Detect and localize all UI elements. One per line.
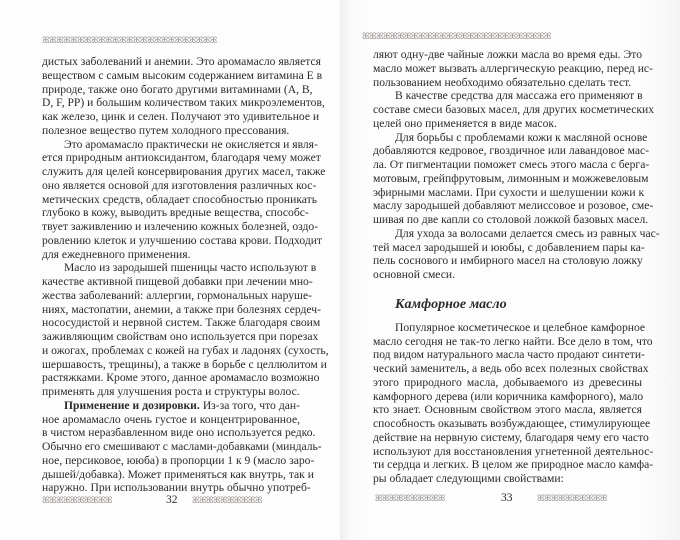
text-line: ровлению клеток и улучшению состава крови. Подходит — [42, 233, 322, 247]
text-line: добавляются кедровое, гвоздичное или лавандовое мас- — [373, 144, 649, 158]
text-line: ется природным антиоксидантом, благодаря чему может — [42, 151, 321, 165]
text-line: способность оказывать возбуждающее, стимулирующее — [373, 417, 651, 430]
right-page — [340, 0, 680, 540]
text-line: масло может вызвать аллергическую реакцию, перед ис- — [373, 61, 653, 75]
text-line: твует заживлению и излечению кожных болезней, оздо- — [42, 220, 319, 233]
text-line: как железо, цинк и селен. Получают это удивительное и — [42, 110, 320, 123]
footer-ornament-right: ꕤꕤꕤꕤꕤꕤꕤꕤꕤꕤ — [537, 494, 607, 504]
text-line-rest: Из-за того, что дан- — [202, 398, 300, 412]
text-line: основной смеси. — [373, 268, 455, 281]
text-line: природе, также оно богато другими витаминами (А, В, — [42, 82, 313, 96]
text-line: ла. От пигментации поможет смесь этого масла с берга- — [373, 158, 650, 171]
text-line: камфорного дерева (или коричника камфорного), мало — [373, 389, 644, 403]
text-line: заживляющим свойствам оно используется при порезах — [42, 330, 319, 343]
bold-lead: Применение и дозировки. — [64, 398, 200, 412]
text-line: нососудистой и нервной систем. Также благодаря своим — [42, 316, 321, 330]
text-line: Обычно его смешивают с маслами-добавками (миндаль- — [42, 440, 322, 453]
text-line: ческий заменитель, а ведь обо всех полезных свойствах — [373, 362, 649, 375]
text-line: глубоко в кожу, выводить вредные вещества, способс- — [42, 206, 309, 220]
text-line: оно является основой для изготовления различных кос- — [42, 178, 317, 192]
footer-ornament-left: ꕤꕤꕤꕤꕤꕤꕤꕤꕤꕤ — [375, 494, 445, 504]
text-line: составе смеси базовых масел, для других косметических — [373, 103, 655, 116]
text-line: пель соснового и имбирного масел на столовую ложку — [373, 254, 643, 268]
text-line: тей масел зародышей и ююбы, с добавлением пары ка- — [373, 240, 645, 254]
text-line: в чистом неразбавленном виде оно используется редко. — [42, 426, 316, 440]
text-line: D, F, PP) и большим количеством таких микроэлементов, — [42, 96, 325, 110]
text-line: метических средств, обладает способностью проникать — [42, 192, 318, 206]
text-line: и ожогах, проблемах с кожей на губах и ладонях (сухость, — [42, 343, 329, 357]
text-line: кто знает. Основным свойством этого масла, является — [373, 403, 642, 417]
text-line: Масло из зародышей пшеницы часто используют в — [64, 261, 317, 275]
text-line: ти сердца и легких. В целом же природное масло камфа- — [373, 458, 654, 472]
text-line: растяжками. Кроме этого, данное аромамасло возможно — [42, 371, 320, 385]
text-line: применять для улучшения роста и структуры волос. — [42, 385, 300, 398]
footer-ornament-left: ꕤꕤꕤꕤꕤꕤꕤꕤꕤꕤ — [42, 496, 112, 506]
text-line: действие на нервную систему, благодаря чему его часто — [373, 430, 649, 444]
right-page-body — [373, 48, 660, 486]
text-line: ляют одну-две чайные ложки масла во время еды. Это — [373, 48, 642, 61]
text-line: пользованием необходимо обязательно сделать тест. — [373, 75, 632, 89]
text-line: Для ухода за волосами делается смесь из равных час- — [395, 226, 660, 240]
text-line: Это аромамасло практически не окисляется и явля- — [64, 137, 318, 151]
text-line: масло сегодня не так-то легко найти. Все дело в том, что — [373, 334, 653, 348]
text-line: жества заболеваний: аллергии, гормональных наруше- — [42, 288, 312, 302]
left-page-body — [42, 55, 329, 495]
page-number: 33 — [501, 492, 513, 504]
text-line: служить для целей консервирования других масел, также — [42, 165, 326, 178]
text-line: ное, персиковое, ююба) в пропорции 1 к 9 (масло заро- — [42, 453, 315, 467]
text-line: веществом с самым высоким содержанием витамина Е в — [42, 68, 323, 82]
text-line: ниях, мастопатии, анемии, а также при болезнях сердеч- — [42, 302, 321, 316]
text-line: ры обладает следующими свойствами: — [373, 472, 564, 485]
spacer — [373, 282, 642, 297]
text-line: полезное вещество путем холодного прессования. — [42, 123, 290, 137]
text-line: дистых заболеваний и анемии. Это аромамасло является — [42, 55, 321, 68]
text-line: шершавость, трещины), а также в борьбе с целлюлитом и — [42, 357, 327, 371]
text-line: ное аромамасло очень густое и концентрированное, — [42, 412, 300, 426]
page-number: 32 — [166, 494, 178, 506]
top-ornament: ꕤꕤꕤꕤꕤꕤꕤꕤꕤꕤꕤꕤꕤꕤꕤꕤꕤꕤꕤꕤꕤꕤꕤꕤꕤꕤꕤ — [362, 32, 551, 42]
section-heading: Камфорное масло — [395, 296, 507, 312]
text-line: для ежедневного применения. — [42, 247, 191, 261]
top-ornament: ꕤꕤꕤꕤꕤꕤꕤꕤꕤꕤꕤꕤꕤꕤꕤꕤꕤꕤꕤꕤꕤꕤꕤꕤꕤ — [42, 36, 217, 46]
text-line: маслу зародышей добавляют мелиссовое и розовое, сме- — [373, 199, 654, 213]
text-line: Популярное косметическое и целебное камфорное — [395, 320, 646, 334]
text-line: мотовым, грейпфрутовым, лимонным и можжевеловым — [373, 171, 649, 185]
text-line: наружно. При использовании внутрь обычно употреб- — [42, 481, 311, 495]
text-line — [42, 399, 300, 413]
text-line: качестве активной пищевой добавки при лечении мно- — [42, 275, 313, 288]
text-line: В качестве средства для массажа его применяют в — [395, 89, 643, 103]
text-line: используют для восстановления угнетенной деятельнос- — [373, 444, 654, 458]
text-line: целей оно применяется в виде масок. — [373, 116, 557, 130]
text-line: под видом натурального масла часто продают синтети- — [373, 348, 645, 362]
footer-ornament-right: ꕤꕤꕤꕤꕤꕤꕤꕤꕤꕤ — [192, 496, 262, 506]
text-line: эфирными маслами. При сухости и шелушении кожи к — [373, 185, 645, 199]
spacer — [373, 313, 642, 321]
text-line: этого природного масла, добываемого из древесины — [373, 375, 642, 389]
text-line: Для борьбы с проблемами кожи к масляной основе — [395, 130, 648, 144]
text-line: дышей/добавка). Может применяться как внутрь, так и — [42, 467, 314, 481]
text-line: шивая по две капли со столовой ложкой базовых масел. — [373, 213, 649, 226]
